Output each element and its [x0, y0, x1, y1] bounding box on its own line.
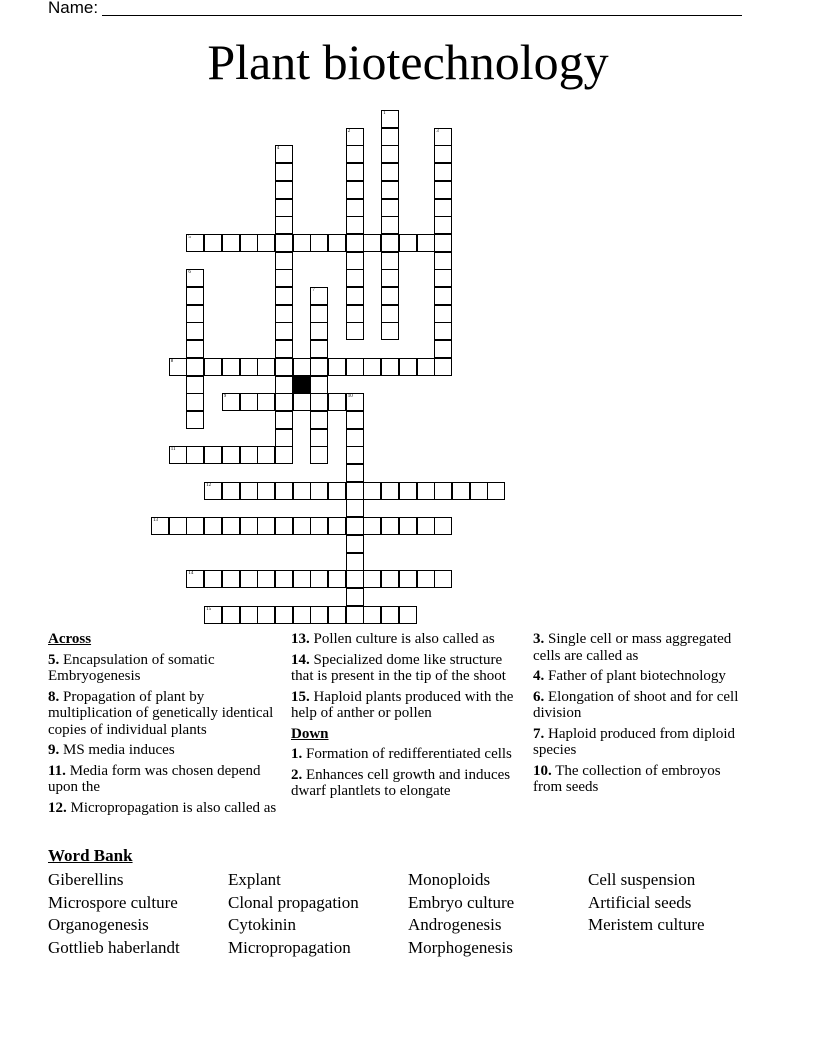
grid-cell[interactable]	[186, 305, 204, 323]
clue	[533, 763, 748, 796]
grid-cell[interactable]	[381, 269, 399, 287]
grid-cell[interactable]	[186, 446, 204, 464]
grid-cell[interactable]	[346, 305, 364, 323]
grid-cell[interactable]	[222, 358, 240, 376]
clue-text: Single cell or mass aggregated cells are called as	[533, 631, 732, 664]
grid-cell[interactable]	[381, 305, 399, 323]
word-bank-item: Cytokinin	[228, 915, 297, 935]
clue-text: Micropropagation is also called as	[66, 799, 277, 816]
grid-cell[interactable]	[417, 482, 435, 500]
grid-cell[interactable]	[452, 482, 470, 500]
grid-cell[interactable]	[487, 482, 505, 500]
grid-cell[interactable]	[240, 358, 258, 376]
grid-cell[interactable]	[434, 358, 452, 376]
word-bank-item: Microspore culture	[48, 892, 178, 912]
grid-cell[interactable]	[363, 606, 381, 624]
grid-cell[interactable]	[399, 234, 417, 252]
clue-number: 1.	[291, 746, 303, 762]
clue-number: 6.	[533, 688, 545, 705]
black-square	[293, 376, 311, 394]
grid-cell[interactable]	[417, 358, 435, 376]
grid-cell[interactable]	[434, 199, 452, 217]
clue-number: 7.	[533, 725, 545, 742]
grid-cell[interactable]	[222, 234, 240, 252]
grid-cell[interactable]	[275, 570, 293, 588]
grid-cell[interactable]	[310, 340, 328, 358]
clue	[533, 631, 748, 664]
clue-text: MS media induces	[59, 742, 175, 758]
grid-cell[interactable]	[293, 234, 311, 252]
grid-cell[interactable]	[204, 570, 222, 588]
grid-cell[interactable]	[434, 305, 452, 323]
grid-cell[interactable]	[399, 606, 417, 624]
clue	[533, 726, 748, 759]
clue-number: 13.	[291, 631, 310, 647]
grid-cell[interactable]	[346, 411, 364, 429]
grid-cell[interactable]	[257, 606, 275, 624]
grid-cell[interactable]	[186, 393, 204, 411]
grid-cell[interactable]	[470, 482, 488, 500]
cell-number: 1	[383, 111, 386, 116]
grid-cell[interactable]	[434, 340, 452, 358]
grid-cell[interactable]	[310, 429, 328, 447]
grid-cell[interactable]	[399, 570, 417, 588]
grid-cell[interactable]	[204, 517, 222, 535]
clue-number: 15.	[291, 688, 310, 705]
grid-cell[interactable]	[328, 393, 346, 411]
grid-cell[interactable]	[275, 163, 293, 181]
grid-cell[interactable]	[275, 482, 293, 500]
grid-cell[interactable]	[381, 181, 399, 199]
clue-number: 8.	[48, 688, 60, 705]
grid-cell[interactable]	[257, 570, 275, 588]
grid-cell[interactable]	[186, 570, 204, 588]
grid-cell[interactable]	[275, 393, 293, 411]
grid-cell[interactable]	[346, 588, 364, 606]
grid-cell[interactable]	[204, 606, 222, 624]
grid-cell[interactable]	[186, 517, 204, 535]
clue-text: Enhances cell growth and induces dwarf plantlets to elongate	[291, 766, 511, 799]
grid-cell[interactable]	[417, 234, 435, 252]
grid-cell[interactable]	[293, 358, 311, 376]
grid-cell[interactable]	[240, 393, 258, 411]
grid-cell[interactable]	[434, 269, 452, 287]
clue	[533, 689, 748, 722]
grid-cell[interactable]	[381, 517, 399, 535]
grid-cell[interactable]	[222, 570, 240, 588]
word-bank-item: Embryo culture	[408, 892, 515, 912]
grid-cell[interactable]	[186, 234, 204, 252]
clues-column-1	[48, 631, 284, 820]
grid-cell[interactable]	[381, 358, 399, 376]
word-bank-item: Artificial seeds	[588, 892, 692, 912]
grid-cell[interactable]	[381, 199, 399, 217]
grid-cell[interactable]	[328, 606, 346, 624]
grid-cell[interactable]	[310, 606, 328, 624]
clue	[48, 689, 284, 739]
grid-cell[interactable]	[275, 145, 293, 163]
grid-cell[interactable]	[310, 570, 328, 588]
grid-cell[interactable]	[328, 482, 346, 500]
grid-cell[interactable]	[310, 411, 328, 429]
clue-text: Media form was chosen depend upon the	[48, 762, 261, 795]
grid-cell[interactable]	[240, 606, 258, 624]
grid-cell[interactable]	[275, 358, 293, 376]
grid-cell[interactable]	[293, 517, 311, 535]
grid-cell[interactable]	[204, 234, 222, 252]
grid-cell[interactable]	[186, 287, 204, 305]
grid-cell[interactable]	[275, 322, 293, 340]
grid-cell[interactable]	[399, 358, 417, 376]
grid-cell[interactable]	[275, 446, 293, 464]
grid-cell[interactable]	[310, 393, 328, 411]
grid-cell[interactable]	[346, 216, 364, 234]
grid-cell[interactable]	[346, 499, 364, 517]
grid-cell[interactable]	[381, 606, 399, 624]
grid-cell[interactable]	[434, 128, 452, 146]
word-bank-item: Micropropagation	[228, 938, 351, 958]
word-bank-item: Giberellins	[48, 870, 124, 889]
clue-text: The collection of embroyos from seeds	[533, 762, 721, 795]
grid-cell[interactable]	[186, 376, 204, 394]
grid-cell[interactable]	[434, 252, 452, 270]
clue	[48, 742, 284, 759]
grid-cell[interactable]	[381, 322, 399, 340]
grid-cell[interactable]	[186, 269, 204, 287]
grid-cell[interactable]	[310, 234, 328, 252]
clue-text: Encapsulation of somatic Embryogenesis	[48, 651, 215, 684]
grid-cell[interactable]	[275, 181, 293, 199]
clue	[48, 652, 284, 685]
clue-number: 14.	[291, 651, 310, 668]
grid-cell[interactable]	[346, 606, 364, 624]
grid-cell[interactable]	[346, 446, 364, 464]
cell-number: 8	[170, 358, 174, 364]
cell-number: 2	[347, 128, 351, 134]
grid-cell[interactable]	[434, 163, 452, 181]
word-bank-title: Word Bank	[48, 846, 133, 865]
grid-cell[interactable]	[275, 252, 293, 270]
word-bank-column-2	[228, 869, 359, 960]
clue-text: Propagation of plant by multiplication of genetically identical copies of individual plants	[48, 688, 274, 738]
grid-cell[interactable]	[328, 570, 346, 588]
grid-cell[interactable]	[169, 446, 187, 464]
grid-cell[interactable]	[275, 234, 293, 252]
grid-cell[interactable]	[310, 446, 328, 464]
across-heading: Across	[48, 631, 92, 647]
clue-text: Haploid produced from diploid species	[533, 725, 736, 758]
grid-cell[interactable]	[346, 128, 364, 146]
cell-number: 12	[206, 482, 212, 488]
grid-cell[interactable]	[257, 482, 275, 500]
grid-cell[interactable]	[381, 145, 399, 163]
grid-cell[interactable]	[434, 322, 452, 340]
clue-text: Father of plant biotechnology	[544, 668, 726, 684]
grid-cell[interactable]	[186, 340, 204, 358]
clue-text: Formation of redifferentiated cells	[302, 746, 512, 762]
grid-cell[interactable]	[222, 393, 240, 411]
grid-cell[interactable]	[240, 234, 258, 252]
clues-column-2	[291, 631, 527, 804]
clue-number: 5.	[48, 651, 60, 668]
word-bank-item: Meristem culture	[588, 915, 705, 935]
grid-cell[interactable]	[346, 145, 364, 163]
cell-number: 10	[347, 394, 353, 400]
cell-number: 14	[188, 571, 194, 577]
grid-cell[interactable]	[346, 287, 364, 305]
grid-cell[interactable]	[204, 358, 222, 376]
grid-cell[interactable]	[363, 517, 381, 535]
grid-cell[interactable]	[434, 234, 452, 252]
grid-cell[interactable]	[310, 322, 328, 340]
clue-text: Elongation of shoot and for cell division	[533, 688, 739, 721]
grid-cell[interactable]	[186, 358, 204, 376]
grid-cell[interactable]	[381, 128, 399, 146]
grid-cell[interactable]	[186, 411, 204, 429]
clue	[533, 668, 748, 685]
clue	[291, 767, 527, 800]
grid-cell[interactable]	[434, 517, 452, 535]
page-title: Plant biotechnology	[207, 34, 609, 90]
grid-cell[interactable]	[434, 216, 452, 234]
clue	[291, 652, 527, 685]
cell-number: 9	[223, 394, 227, 400]
grid-cell[interactable]	[346, 482, 364, 500]
grid-cell[interactable]	[399, 482, 417, 500]
grid-cell[interactable]	[275, 411, 293, 429]
grid-cell[interactable]	[222, 606, 240, 624]
grid-cell[interactable]	[381, 570, 399, 588]
grid-cell[interactable]	[346, 517, 364, 535]
grid-cell[interactable]	[275, 340, 293, 358]
grid-cell[interactable]	[275, 376, 293, 394]
cell-number: 6	[188, 270, 191, 276]
grid-cell[interactable]	[240, 446, 258, 464]
grid-cell[interactable]	[275, 269, 293, 287]
clue-number: 9.	[48, 742, 60, 758]
grid-cell[interactable]	[381, 482, 399, 500]
grid-cell[interactable]	[346, 199, 364, 217]
grid-cell[interactable]	[346, 252, 364, 270]
grid-cell[interactable]	[204, 482, 222, 500]
grid-cell[interactable]	[381, 110, 399, 128]
clue-number: 4.	[533, 668, 545, 684]
grid-cell[interactable]	[434, 287, 452, 305]
word-bank-item: Morphogenesis	[408, 938, 513, 958]
grid-cell[interactable]	[417, 517, 435, 535]
grid-cell[interactable]	[151, 517, 169, 535]
word-bank-item: Organogenesis	[48, 915, 149, 935]
word-bank-item: Cell suspension	[588, 870, 696, 889]
clue-number: 11.	[48, 762, 66, 779]
grid-cell[interactable]	[257, 234, 275, 252]
grid-cell[interactable]	[275, 517, 293, 535]
grid-cell[interactable]	[346, 535, 364, 553]
clues-column-3	[533, 631, 748, 800]
grid-cell[interactable]	[204, 446, 222, 464]
clue-number: 2.	[291, 766, 303, 783]
grid-cell[interactable]	[310, 482, 328, 500]
grid-cell[interactable]	[346, 553, 364, 571]
grid-cell[interactable]	[293, 482, 311, 500]
grid-cell[interactable]	[399, 517, 417, 535]
grid-cell[interactable]	[169, 517, 187, 535]
grid-cell[interactable]	[275, 606, 293, 624]
grid-cell[interactable]	[434, 482, 452, 500]
grid-cell[interactable]	[186, 322, 204, 340]
clue-text: Haploid plants produced with the help of anther or pollen	[291, 688, 514, 721]
cell-number: 11	[170, 447, 176, 453]
grid-cell[interactable]	[222, 446, 240, 464]
grid-cell[interactable]	[275, 199, 293, 217]
grid-cell[interactable]	[275, 287, 293, 305]
clue-text: Specialized dome like structure that is present in the tip of the shoot	[291, 651, 506, 684]
grid-cell[interactable]	[381, 234, 399, 252]
grid-cell[interactable]	[346, 234, 364, 252]
clue	[48, 763, 284, 796]
grid-cell[interactable]	[257, 358, 275, 376]
grid-cell[interactable]	[310, 376, 328, 394]
word-bank-item: Androgenesis	[408, 915, 502, 935]
grid-cell[interactable]	[346, 181, 364, 199]
grid-cell[interactable]	[434, 145, 452, 163]
grid-cell[interactable]	[346, 464, 364, 482]
grid-cell[interactable]	[169, 358, 187, 376]
grid-cell[interactable]	[346, 429, 364, 447]
grid-cell[interactable]	[240, 517, 258, 535]
grid-cell[interactable]	[328, 358, 346, 376]
grid-cell[interactable]	[310, 517, 328, 535]
grid-cell[interactable]	[257, 517, 275, 535]
grid-cell[interactable]	[293, 393, 311, 411]
grid-cell[interactable]	[346, 269, 364, 287]
clue	[291, 631, 527, 648]
grid-cell[interactable]	[346, 358, 364, 376]
clue-number: 3.	[533, 631, 545, 647]
grid-cell[interactable]	[293, 606, 311, 624]
grid-cell[interactable]	[328, 517, 346, 535]
grid-cell[interactable]	[275, 216, 293, 234]
clue	[291, 746, 527, 763]
word-bank-item: Monoploids	[408, 870, 491, 889]
grid-cell[interactable]	[346, 393, 364, 411]
grid-cell[interactable]	[328, 234, 346, 252]
grid-cell[interactable]	[275, 305, 293, 323]
grid-cell[interactable]	[363, 570, 381, 588]
cell-number: 3	[436, 128, 439, 134]
cell-number: 13	[153, 518, 158, 524]
grid-cell[interactable]	[222, 482, 240, 500]
grid-cell[interactable]	[222, 517, 240, 535]
cell-number: 15	[206, 606, 212, 612]
clue-number: 12.	[48, 799, 67, 816]
grid-cell[interactable]	[257, 393, 275, 411]
cell-number: 5	[188, 234, 191, 240]
word-bank-item: Explant	[228, 870, 281, 889]
name-label: Name:	[48, 0, 99, 17]
grid-cell[interactable]	[417, 570, 435, 588]
grid-cell[interactable]	[310, 358, 328, 376]
grid-cell[interactable]	[240, 570, 258, 588]
grid-cell[interactable]	[310, 287, 328, 305]
grid-cell[interactable]	[240, 482, 258, 500]
grid-cell[interactable]	[381, 216, 399, 234]
clue	[291, 689, 527, 722]
grid-cell[interactable]	[275, 429, 293, 447]
grid-cell[interactable]	[363, 482, 381, 500]
cell-number: 7	[312, 288, 315, 293]
grid-cell[interactable]	[434, 570, 452, 588]
grid-cell[interactable]	[346, 570, 364, 588]
word-bank-column-4	[588, 869, 705, 937]
grid-cell[interactable]	[346, 163, 364, 181]
cell-number: 4	[276, 146, 280, 152]
grid-cell[interactable]	[293, 570, 311, 588]
clue-text: Pollen culture is also called as	[309, 631, 495, 647]
clue	[48, 800, 284, 817]
grid-cell[interactable]	[381, 287, 399, 305]
word-bank-column-3	[408, 869, 514, 960]
grid-cell[interactable]	[257, 446, 275, 464]
word-bank-item: Clonal propagation	[228, 892, 359, 912]
clue-number: 10.	[533, 762, 552, 779]
grid-cell[interactable]	[363, 358, 381, 376]
grid-cell[interactable]	[310, 305, 328, 323]
grid-cell[interactable]	[363, 234, 381, 252]
down-heading: Down	[291, 725, 329, 742]
grid-cell[interactable]	[381, 163, 399, 181]
word-bank-column-1	[48, 869, 180, 960]
grid-cell[interactable]	[346, 322, 364, 340]
grid-cell[interactable]	[434, 181, 452, 199]
word-bank-item: Gottlieb haberlandt	[48, 938, 180, 958]
grid-cell[interactable]	[381, 252, 399, 270]
